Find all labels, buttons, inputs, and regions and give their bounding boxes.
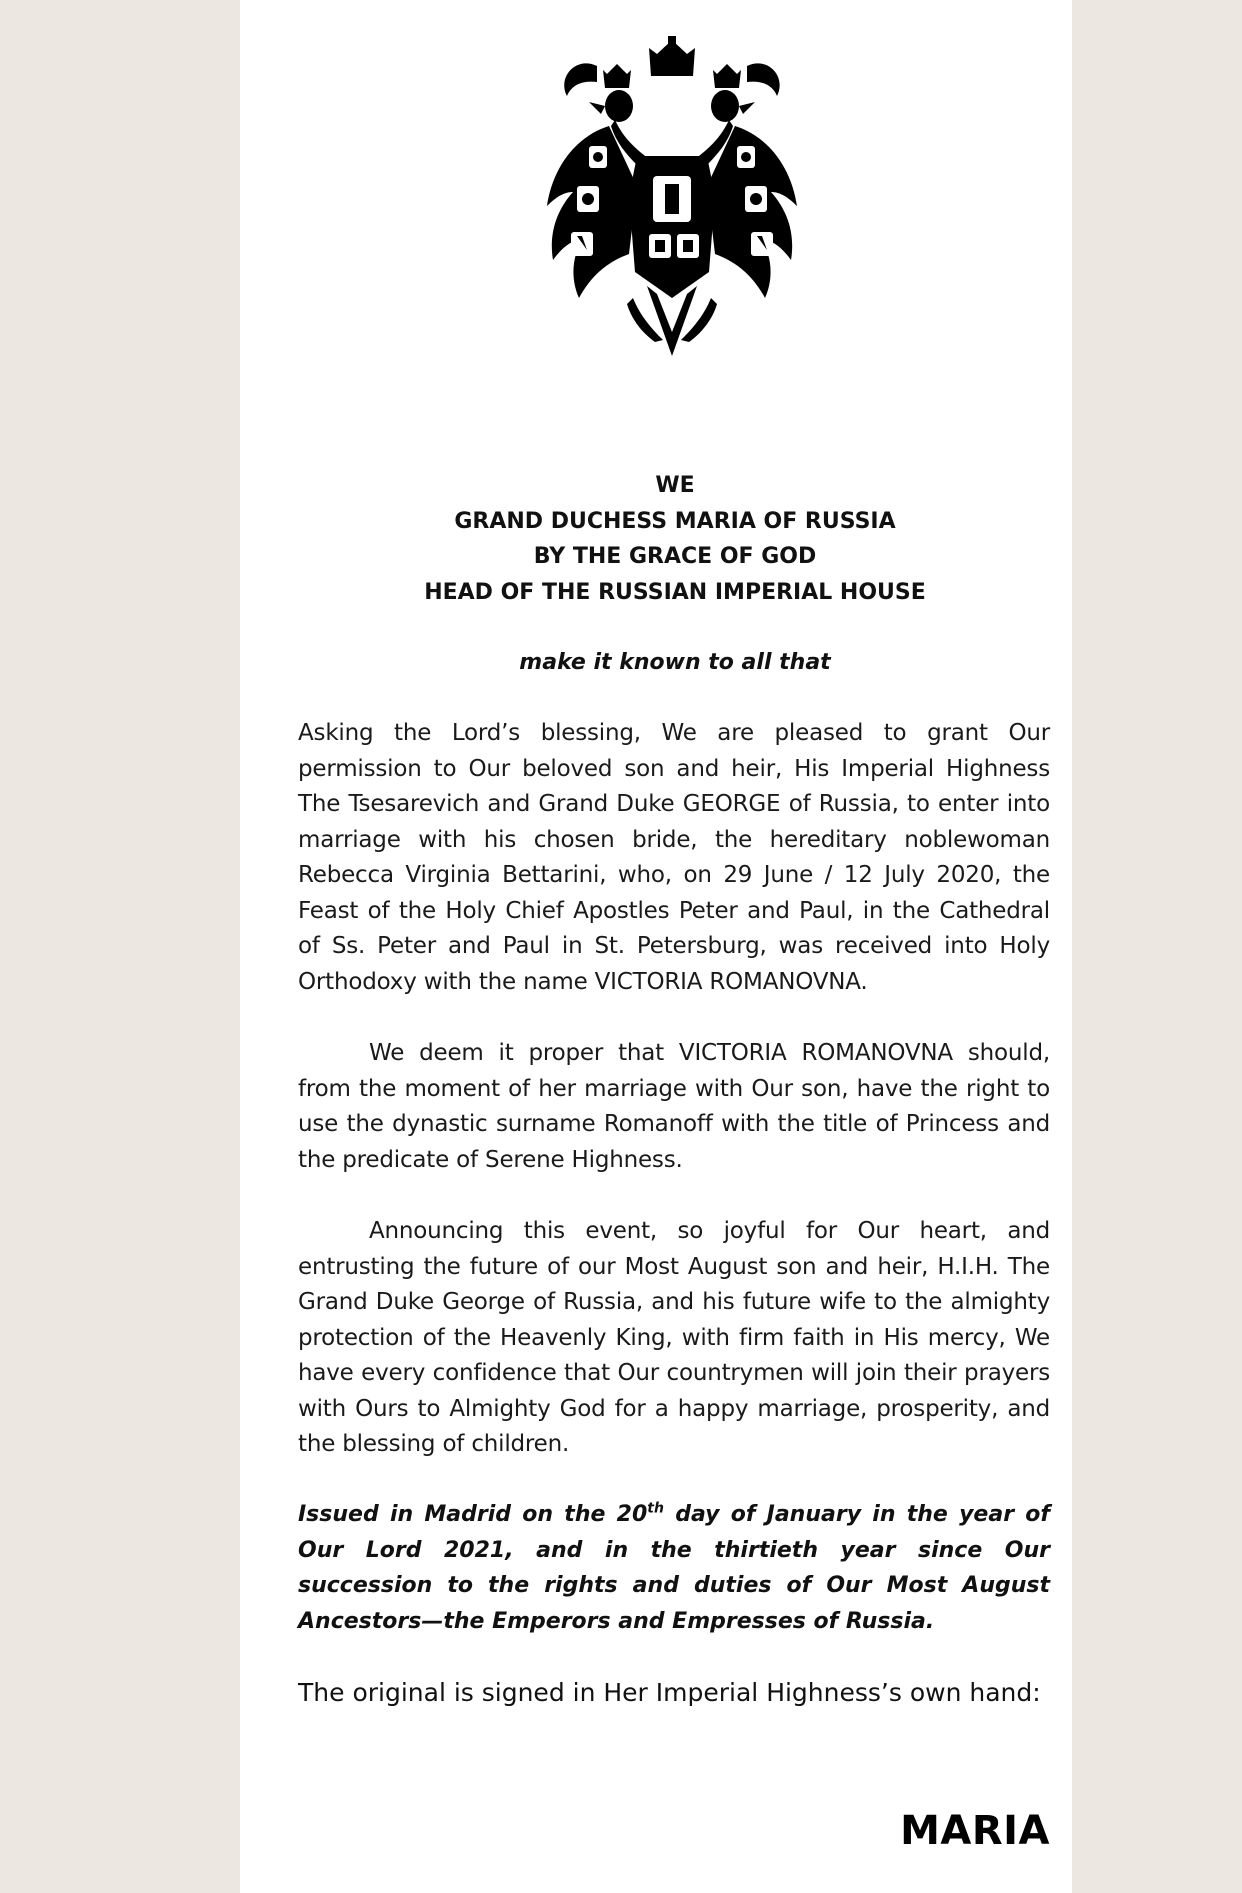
paragraph-title-grant: We deem it proper that VICTORIA ROMANOVNA should, from the moment of her marriage with Our son, have the right to use the dynastic surname Romanoff with the title of Princess and the predicate of Serene Highness. [298,1040,1050,1173]
issued-text-end: day of January in the year of Our Lord 2021, and in the thirtieth year since Our succession to the rights and duties of Our Most August Ancestors—the Emperors and Empresses of Russia. [298,1502,1050,1634]
signature: MARIA [900,1808,1050,1854]
double-headed-eagle-emblem-icon [537,36,807,360]
heading-line-grace: BY THE GRACE OF GOD [533,544,817,569]
heading-line-name: GRAND DUCHESS MARIA OF RUSSIA [454,508,896,534]
heading-line-we: WE [655,473,695,498]
issued-text-start: Issued in Madrid on the 20 [298,1502,648,1527]
signed-note: The original is signed in Her Imperial Highness’s own hand: [298,1678,1041,1707]
paragraph-permission: Asking the Lord’s blessing, We are pleased to grant Our permission to Our beloved son and heir, His Imperial Highness The Tsesarevich and Grand Duke GEORGE of Russia, to enter into marriage with his chosen bride, the hereditary noblewoman Rebecca Virginia Bettarini, who, on 29 June / 12 July 2020, the Feast of the Holy Chief Apostles Peter and Paul, in the Cathedral of Ss. Peter and Paul in St. Petersburg, was received into Holy Orthodoxy with the name VICTORIA ROMANOVNA. [298,720,1050,995]
heading-line-title: HEAD OF THE RUSSIAN IMPERIAL HOUSE [424,579,926,605]
paragraph-announcement: Announcing this event, so joyful for Our heart, and entrusting the future of our Most August son and heir, H.I.H. The Grand Duke George of Russia, and his future wife to the almighty protection of the Heavenly King, with firm faith in His mercy, We have every confidence that Our countrymen will join their prayers with Ours to Almighty God for a happy marriage, prosperity, and the blessing of children. [298,1218,1050,1457]
issued-statement [298,1497,1050,1639]
document-page [240,0,1072,1893]
issued-ordinal-suffix: th [647,1500,664,1517]
proclamation-subheading: make it known to all that [519,650,831,675]
